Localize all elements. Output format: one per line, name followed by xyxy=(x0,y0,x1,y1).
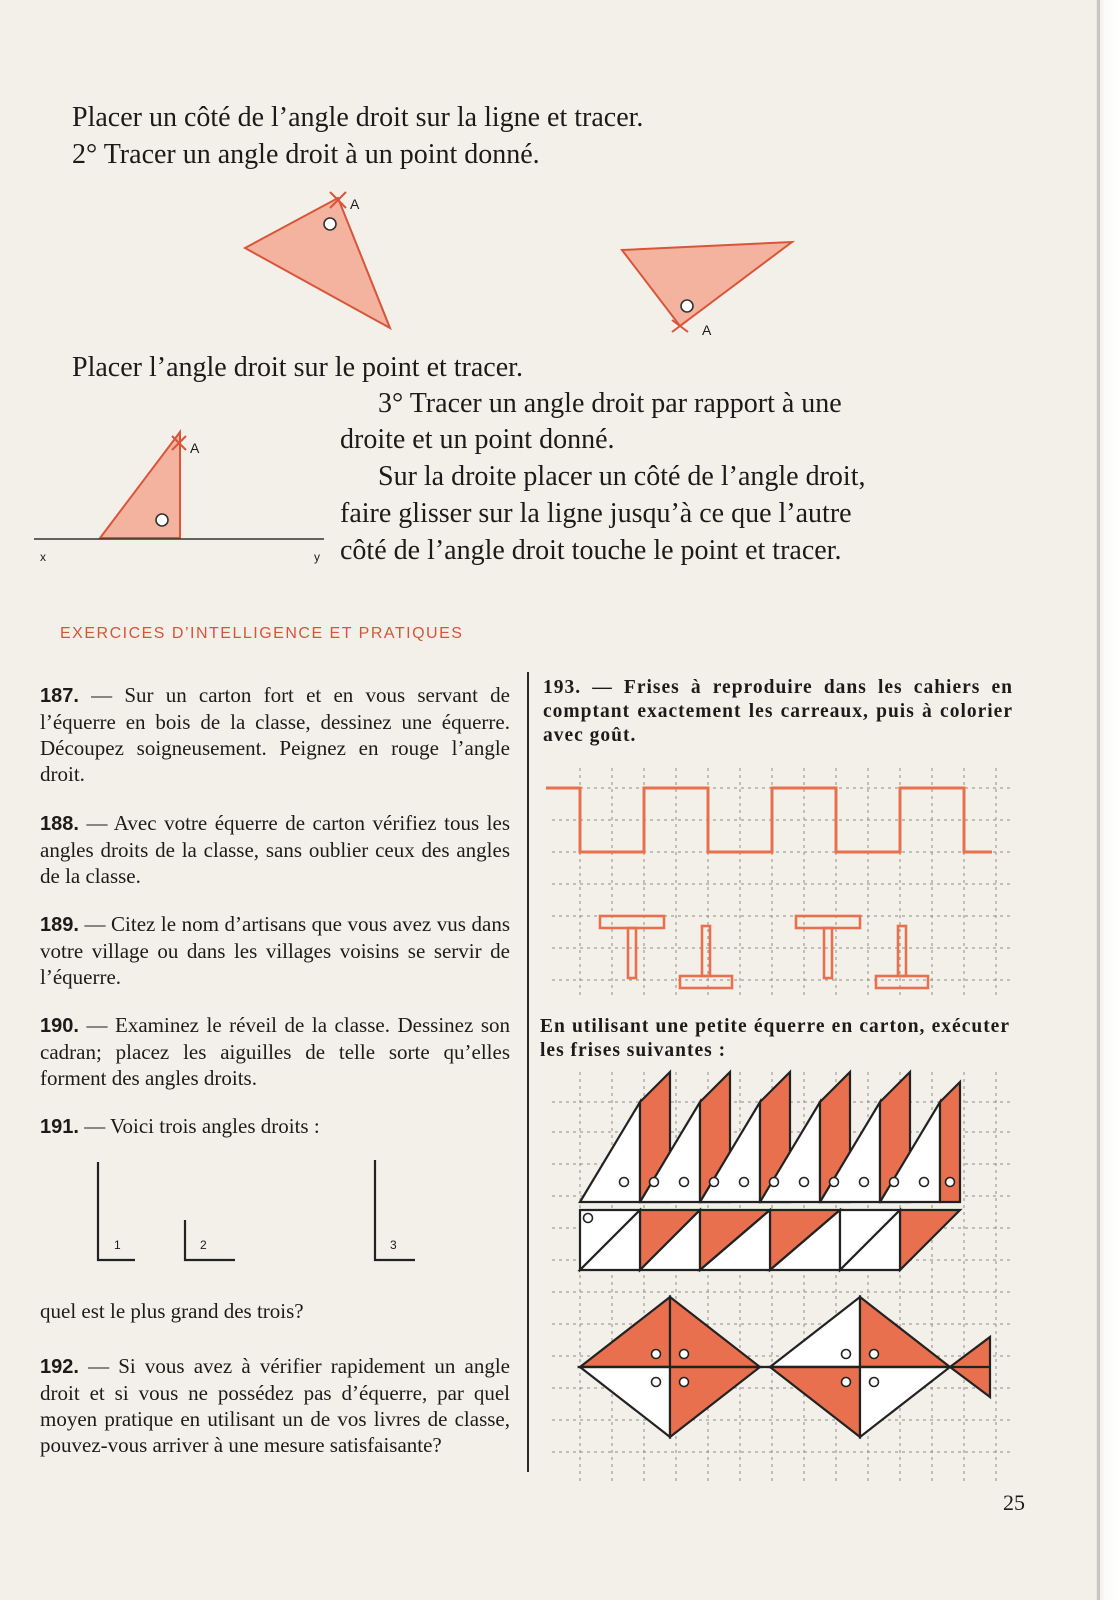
point-label-a3: A xyxy=(190,440,200,456)
triangle-figure-1 xyxy=(230,188,550,348)
axis-label-x: x xyxy=(40,550,46,564)
exercise-text: — Voici trois angles droits : xyxy=(78,1114,320,1138)
intro-line-4: 3° Tracer un angle droit par rapport à une xyxy=(378,388,842,419)
exercise-number: 191. xyxy=(40,1116,79,1138)
exercise-188 xyxy=(40,810,510,889)
three-angles-figure xyxy=(90,1160,510,1280)
exercise-193 xyxy=(543,676,1013,748)
intro-line-5: droite et un point donné. xyxy=(340,424,615,455)
intro-line-8: côté de l’angle droit touche le point et tracer. xyxy=(340,535,842,566)
exercise-number: 192. xyxy=(40,1356,79,1378)
frise-row-parallelogram xyxy=(580,1210,960,1270)
intro-line-7: faire glisser sur la ligne jusqu’à ce que l’autre xyxy=(340,498,852,529)
exercise-number: 187. xyxy=(40,685,79,707)
exercise-190 xyxy=(40,1012,510,1091)
scan-binding-line xyxy=(1097,0,1100,1600)
angle-label-3: 3 xyxy=(390,1238,397,1252)
exercise-text: — Si vous avez à vérifier rapidement un angle droit et si vous ne possédez pas d’équerre, par quel moyen pratique en utilisant un de vos livres de classe, pouvez-vous arriver à une mesure satisfaisante? xyxy=(40,1354,510,1457)
exercise-text: — Examinez le réveil de la classe. Dessinez son cadran; placez les aiguilles de telle sorte qu’elles forment des angles droits. xyxy=(40,1013,510,1090)
exercise-text: — Frises à reproduire dans les cahiers en comptant exactement les carreaux, puis à colorier avec goût. xyxy=(543,677,1013,746)
frise-row-diamond xyxy=(580,1297,990,1437)
column-divider xyxy=(527,672,529,1472)
exercise-text: — Citez le nom d’artisans que vous avez vus dans votre village ou dans les villages voisins se servir de l’équerre. xyxy=(40,912,510,989)
exercise-number: 193. xyxy=(543,677,582,698)
exercise-187 xyxy=(40,682,510,787)
triangle-figure-3 xyxy=(34,412,334,552)
section-heading: EXERCICES D’INTELLIGENCE ET PRATIQUES xyxy=(60,625,464,642)
angle-label-2: 2 xyxy=(200,1238,207,1252)
exercise-192 xyxy=(40,1353,510,1458)
exercise-text: — Avec votre équerre de carton vérifiez tous les angles droits de la classe, sans oublier ceux des angles de la classe. xyxy=(40,811,510,888)
frise-grid-top xyxy=(552,768,1022,1008)
exercise-text: — Sur un carton fort et en vous servant de l’équerre en bois de la classe, dessinez une équerre. Découpez soigneusement. Peignez en rouge l’angle droit. xyxy=(40,683,510,786)
angle-label-1: 1 xyxy=(114,1238,121,1252)
intro-line-2: 2° Tracer un angle droit à un point donné. xyxy=(72,139,540,170)
exercise-number: 189. xyxy=(40,914,79,936)
axis-label-y: y xyxy=(314,550,320,564)
page-number: 25 xyxy=(1003,1490,1025,1515)
angles-question: quel est le plus grand des trois? xyxy=(40,1299,304,1323)
intro-line-1: Placer un côté de l’angle droit sur la ligne et tracer. xyxy=(72,102,644,133)
frises-instruction: En utilisant une petite équerre en carton, exécuter les frises suivantes : xyxy=(540,1016,1010,1061)
point-label-a1: A xyxy=(350,196,360,212)
frise-grid-bottom xyxy=(552,1072,1022,1492)
exercise-number: 190. xyxy=(40,1015,79,1037)
point-label-a2: A xyxy=(702,322,712,338)
exercise-number: 188. xyxy=(40,813,79,835)
exercise-191 xyxy=(40,1113,510,1140)
intro-line-6: Sur la droite placer un côté de l’angle droit, xyxy=(378,461,866,492)
triangle-figure-2 xyxy=(620,232,820,342)
exercise-189 xyxy=(40,911,510,990)
intro-line-3: Placer l’angle droit sur le point et tracer. xyxy=(72,352,523,383)
